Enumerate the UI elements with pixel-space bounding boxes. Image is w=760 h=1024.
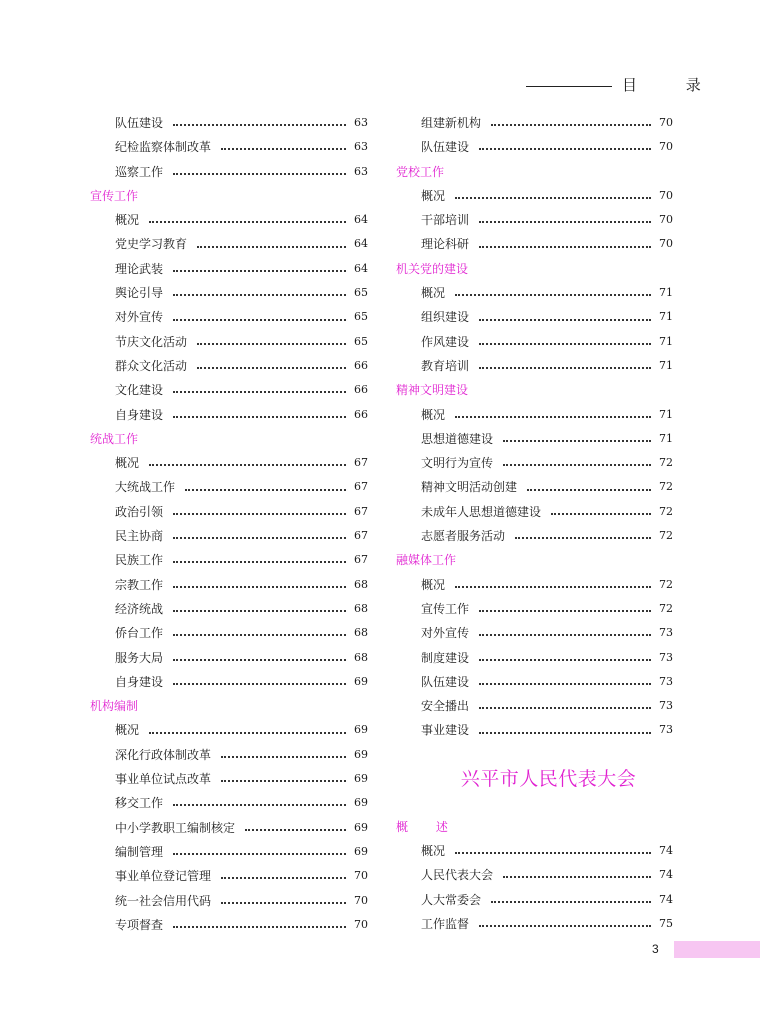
- toc-entry-label: 民主协商: [115, 529, 164, 544]
- toc-entry-label: 概况: [421, 844, 446, 859]
- toc-entry[interactable]: [396, 451, 673, 475]
- toc-entry-label: 概况: [421, 577, 446, 592]
- toc-page-number: 65: [354, 310, 368, 324]
- toc-page-number: 69: [354, 820, 368, 834]
- footer-color-bar: [674, 941, 760, 958]
- dot-leader: [173, 173, 346, 175]
- dot-leader: [173, 416, 346, 418]
- toc-section-heading[interactable]: 机关党的建设: [396, 261, 469, 276]
- toc-section-heading[interactable]: 精神文明建设: [396, 383, 469, 398]
- dot-leader: [173, 319, 346, 321]
- toc-entry-label: 党史学习教育: [115, 237, 188, 252]
- dot-leader: [173, 683, 346, 685]
- dot-leader: [221, 902, 346, 904]
- toc-section-heading[interactable]: 党校工作: [396, 164, 445, 179]
- toc-entry[interactable]: [396, 597, 673, 621]
- toc-entry[interactable]: [90, 621, 368, 645]
- toc-entry-label: 经济统战: [115, 601, 164, 616]
- toc-entry[interactable]: [396, 305, 673, 329]
- dot-leader: [173, 270, 346, 272]
- toc-entry[interactable]: [90, 232, 368, 256]
- toc-entry[interactable]: [396, 670, 673, 694]
- toc-entry-label: 队伍建设: [421, 140, 470, 155]
- toc-page-number: 65: [354, 334, 368, 348]
- toc-page-number: 70: [354, 869, 368, 883]
- dot-leader: [149, 732, 346, 734]
- dot-leader: [455, 294, 651, 296]
- toc-entry[interactable]: [90, 305, 368, 329]
- toc-page-number: 67: [354, 553, 368, 567]
- running-header: [526, 74, 723, 98]
- toc-page-number: 71: [659, 431, 673, 445]
- toc-entry[interactable]: [90, 500, 368, 524]
- toc-entry-label: 宣传工作: [421, 601, 470, 616]
- dot-leader: [221, 780, 346, 782]
- toc-entry-label: 自身建设: [115, 407, 164, 422]
- toc-right-column: [396, 111, 673, 936]
- toc-entry[interactable]: [90, 864, 368, 888]
- toc-entry[interactable]: [90, 257, 368, 281]
- toc-entry-label: 事业单位登记管理: [115, 869, 212, 884]
- toc-entry[interactable]: [396, 184, 673, 208]
- toc-page-number: 72: [659, 504, 673, 518]
- dot-leader: [479, 659, 651, 661]
- toc-page-number: 68: [354, 601, 368, 615]
- dot-leader: [173, 586, 346, 588]
- toc-entry[interactable]: [396, 912, 673, 936]
- toc-entry[interactable]: [90, 524, 368, 548]
- dot-leader: [479, 683, 651, 685]
- toc-entry[interactable]: [90, 718, 368, 742]
- toc-entry[interactable]: [396, 839, 673, 863]
- dot-leader: [479, 707, 651, 709]
- toc-entry[interactable]: [90, 160, 368, 184]
- toc-entry[interactable]: [90, 403, 368, 427]
- dot-leader: [149, 221, 346, 223]
- dot-leader: [455, 586, 651, 588]
- toc-page-number: 64: [354, 261, 368, 275]
- toc-entry-label: 巡察工作: [115, 164, 164, 179]
- toc-entry-label: 概况: [115, 723, 140, 738]
- toc-entry-label: 群众文化活动: [115, 358, 188, 373]
- dot-leader: [479, 246, 651, 248]
- dot-leader: [221, 148, 346, 150]
- toc-entry[interactable]: [90, 913, 368, 937]
- toc-entry-label: 事业单位试点改革: [115, 772, 212, 787]
- toc-page-number: 71: [659, 358, 673, 372]
- toc-page-number: 72: [659, 456, 673, 470]
- toc-page-number: 74: [659, 868, 673, 882]
- toc-entry[interactable]: [90, 791, 368, 815]
- toc-entry-label: 工作监督: [421, 916, 470, 931]
- toc-page-number: 73: [659, 699, 673, 713]
- toc-entry[interactable]: [90, 767, 368, 791]
- toc-entry-label: 人大常委会: [421, 892, 482, 907]
- toc-page-number: 72: [659, 480, 673, 494]
- toc-entry[interactable]: [396, 330, 673, 354]
- toc-entry[interactable]: [396, 427, 673, 451]
- toc-entry-label: 概况: [421, 188, 446, 203]
- toc-page-number: 65: [354, 286, 368, 300]
- toc-entry[interactable]: [90, 451, 368, 475]
- toc-page-number: 68: [354, 626, 368, 640]
- toc-entry-label: 专项督查: [115, 917, 164, 932]
- toc-entry-label: 作风建设: [421, 334, 470, 349]
- dot-leader: [455, 197, 651, 199]
- toc-entry[interactable]: [396, 111, 673, 135]
- toc-entry-label: 组织建设: [421, 310, 470, 325]
- toc-entry-label: 安全播出: [421, 699, 470, 714]
- toc-entry-label: 概况: [115, 456, 140, 471]
- toc-page-number: 74: [659, 892, 673, 906]
- toc-page-number: 68: [354, 650, 368, 664]
- toc-entry[interactable]: [396, 524, 673, 548]
- toc-entry[interactable]: [90, 840, 368, 864]
- toc-entry[interactable]: [396, 646, 673, 670]
- toc-entry[interactable]: [90, 889, 368, 913]
- dot-leader: [479, 732, 651, 734]
- dot-leader: [491, 901, 651, 903]
- dot-leader: [197, 246, 346, 248]
- dot-leader: [479, 343, 651, 345]
- toc-entry[interactable]: [396, 863, 673, 887]
- toc-page-number: 69: [354, 747, 368, 761]
- dot-leader: [551, 513, 651, 515]
- toc-entry-label: 理论武装: [115, 261, 164, 276]
- toc-page-number: 75: [659, 916, 673, 930]
- toc-section-heading[interactable]: 概 述: [396, 819, 460, 834]
- dot-leader: [491, 124, 651, 126]
- toc-entry[interactable]: [396, 475, 673, 499]
- toc-entry[interactable]: [396, 621, 673, 645]
- toc-entry-label: 纪检监察体制改革: [115, 140, 212, 155]
- toc-page-number: 63: [354, 140, 368, 154]
- toc-page-number: 69: [354, 772, 368, 786]
- dot-leader: [479, 634, 651, 636]
- dot-leader: [173, 926, 346, 928]
- toc-entry-label: 编制管理: [115, 844, 164, 859]
- dot-leader: [173, 804, 346, 806]
- toc-page-number: 73: [659, 674, 673, 688]
- toc-entry[interactable]: [396, 500, 673, 524]
- toc-page-number: 71: [659, 334, 673, 348]
- toc-entry[interactable]: [396, 694, 673, 718]
- toc-entry-label: 深化行政体制改革: [115, 747, 212, 762]
- toc-entry[interactable]: [90, 354, 368, 378]
- toc-entry[interactable]: [90, 281, 368, 305]
- toc-entry[interactable]: [396, 573, 673, 597]
- toc-entry-label: 志愿者服务活动: [421, 529, 506, 544]
- dot-leader: [479, 610, 651, 612]
- toc-entry-label: 服务大局: [115, 650, 164, 665]
- toc-page-number: 67: [354, 529, 368, 543]
- toc-entry-label: 宗教工作: [115, 577, 164, 592]
- toc-entry-label: 移交工作: [115, 796, 164, 811]
- toc-entry[interactable]: [90, 330, 368, 354]
- toc-page-number: 71: [659, 310, 673, 324]
- toc-page-number: 70: [354, 917, 368, 931]
- toc-entry-label: 政治引领: [115, 504, 164, 519]
- toc-page-number: 72: [659, 577, 673, 591]
- toc-entry-label: 民族工作: [115, 553, 164, 568]
- toc-entry[interactable]: [90, 548, 368, 572]
- toc-entry[interactable]: [396, 281, 673, 305]
- toc-entry[interactable]: [90, 816, 368, 840]
- dot-leader: [503, 440, 651, 442]
- toc-entry[interactable]: [90, 573, 368, 597]
- toc-entry-label: 自身建设: [115, 674, 164, 689]
- dot-leader: [479, 367, 651, 369]
- toc-entry-label: 理论科研: [421, 237, 470, 252]
- toc-page-number: 69: [354, 723, 368, 737]
- toc-entry-label: 队伍建设: [421, 674, 470, 689]
- toc-section-heading[interactable]: 融媒体工作: [396, 553, 457, 568]
- toc-entry[interactable]: [396, 232, 673, 256]
- dot-leader: [173, 610, 346, 612]
- toc-entry[interactable]: [90, 670, 368, 694]
- toc-page-number: 67: [354, 456, 368, 470]
- dot-leader: [185, 489, 346, 491]
- toc-entry-label: 教育培训: [421, 358, 470, 373]
- toc-section-heading[interactable]: 机构编制: [90, 699, 139, 714]
- dot-leader: [173, 124, 346, 126]
- dot-leader: [221, 877, 346, 879]
- header-rule: [526, 86, 612, 87]
- header-title: 目 录: [622, 76, 723, 94]
- dot-leader: [479, 148, 651, 150]
- toc-page-number: 68: [354, 577, 368, 591]
- toc-left-column: [90, 111, 368, 937]
- toc-page-number: 67: [354, 504, 368, 518]
- toc-entry-label: 队伍建设: [115, 116, 164, 130]
- toc-entry-label: 未成年人思想道德建设: [421, 504, 542, 519]
- toc-entry[interactable]: [396, 403, 673, 427]
- toc-entry-label: 概况: [421, 286, 446, 301]
- toc-entry-label: 侨台工作: [115, 626, 164, 641]
- toc-entry[interactable]: [396, 135, 673, 159]
- dot-leader: [173, 659, 346, 661]
- toc-entry-label: 事业建设: [421, 723, 470, 738]
- toc-entry[interactable]: [90, 646, 368, 670]
- toc-entry[interactable]: [90, 135, 368, 159]
- dot-leader: [173, 513, 346, 515]
- toc-entry-label: 文化建设: [115, 383, 164, 398]
- dot-leader: [173, 294, 346, 296]
- dot-leader: [173, 853, 346, 855]
- toc-part-title[interactable]: 兴平市人民代表大会: [460, 767, 637, 790]
- toc-page-number: 72: [659, 529, 673, 543]
- toc-entry[interactable]: [396, 718, 673, 742]
- toc-entry-label: 概况: [421, 407, 446, 422]
- toc-page-number: 70: [659, 237, 673, 251]
- dot-leader: [455, 852, 651, 854]
- toc-page-number: 63: [354, 116, 368, 129]
- toc-page-number: 66: [354, 358, 368, 372]
- dot-leader: [455, 416, 651, 418]
- toc-page-number: 67: [354, 480, 368, 494]
- toc-entry-label: 中小学教职工编制核定: [115, 820, 236, 835]
- toc-page-number: 69: [354, 674, 368, 688]
- toc-entry-label: 制度建设: [421, 650, 470, 665]
- dot-leader: [479, 319, 651, 321]
- toc-section-heading[interactable]: 宣传工作: [90, 188, 139, 203]
- toc-page-number: 70: [354, 893, 368, 907]
- toc-entry[interactable]: [90, 597, 368, 621]
- toc-page-number: 70: [659, 140, 673, 154]
- dot-leader: [503, 464, 651, 466]
- toc-entry[interactable]: [396, 354, 673, 378]
- toc-entry-label: 干部培训: [421, 213, 470, 228]
- dot-leader: [173, 634, 346, 636]
- toc-page-number: 69: [354, 844, 368, 858]
- toc-page-number: 73: [659, 626, 673, 640]
- toc-page-number: 69: [354, 796, 368, 810]
- toc-entry-label: 节庆文化活动: [115, 334, 188, 349]
- toc-entry-label: 组建新机构: [421, 116, 482, 130]
- toc-entry-label: 对外宣传: [115, 310, 164, 325]
- toc-page-number: 71: [659, 407, 673, 421]
- dot-leader: [503, 876, 651, 878]
- toc-page-number: 73: [659, 723, 673, 737]
- toc-entry-label: 概况: [115, 213, 140, 228]
- dot-leader: [197, 367, 346, 369]
- dot-leader: [197, 343, 346, 345]
- toc-page-number: 73: [659, 650, 673, 664]
- toc-entry[interactable]: [90, 208, 368, 232]
- dot-leader: [479, 221, 651, 223]
- toc-entry[interactable]: [90, 378, 368, 402]
- toc-page-number: 74: [659, 844, 673, 858]
- toc-entry-label: 思想道德建设: [421, 431, 494, 446]
- toc-entry-label: 人民代表大会: [421, 868, 494, 883]
- toc-page-number: 71: [659, 286, 673, 300]
- toc-page-number: 66: [354, 407, 368, 421]
- toc-entry-label: 文明行为宣传: [421, 456, 494, 471]
- dot-leader: [173, 561, 346, 563]
- dot-leader: [173, 391, 346, 393]
- dot-leader: [221, 756, 346, 758]
- toc-page-number: 70: [659, 213, 673, 227]
- page-number: 3: [652, 942, 659, 956]
- dot-leader: [173, 537, 346, 539]
- toc-page-number: 64: [354, 237, 368, 251]
- toc-page-number: 66: [354, 383, 368, 397]
- toc-page-number: 70: [659, 188, 673, 202]
- toc-section-heading[interactable]: 统战工作: [90, 431, 139, 446]
- toc-entry[interactable]: [90, 475, 368, 499]
- toc-entry-label: 精神文明活动创建: [421, 480, 518, 495]
- toc-entry-label: 大统战工作: [115, 480, 176, 495]
- dot-leader: [515, 537, 651, 539]
- toc-entry-label: 对外宣传: [421, 626, 470, 641]
- toc-entry[interactable]: [90, 111, 368, 135]
- dot-leader: [245, 829, 346, 831]
- toc-page-number: 72: [659, 601, 673, 615]
- toc-page-number: 63: [354, 164, 368, 178]
- dot-leader: [149, 464, 346, 466]
- toc-entry-label: 舆论引导: [115, 286, 164, 301]
- toc-entry-label: 统一社会信用代码: [115, 893, 212, 908]
- dot-leader: [527, 489, 651, 491]
- toc-entry[interactable]: [90, 743, 368, 767]
- toc-page-number: 64: [354, 213, 368, 227]
- toc-entry[interactable]: [396, 888, 673, 912]
- toc-page-number: 70: [659, 116, 673, 129]
- dot-leader: [479, 925, 651, 927]
- toc-entry[interactable]: [396, 208, 673, 232]
